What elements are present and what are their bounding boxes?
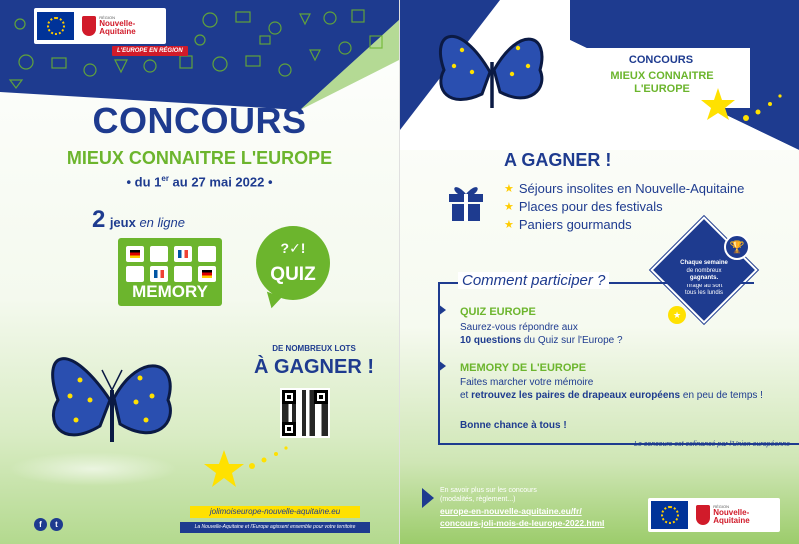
quiz-label: QUIZ: [270, 264, 316, 285]
right-page: [400, 0, 799, 544]
twitter-icon[interactable]: t: [50, 518, 63, 531]
eu-flag-icon: [651, 501, 688, 529]
trophy-icon: 🏆: [724, 234, 750, 260]
region-name: Nouvelle-Aquitaine: [99, 19, 136, 36]
how-to-title: Comment participer ?: [458, 272, 609, 289]
main-title: CONCOURS: [92, 100, 307, 141]
quiz-game-bubble[interactable]: [256, 226, 330, 300]
games-count: 2: [92, 206, 106, 233]
arrow-right-icon: [422, 488, 434, 508]
games-word: jeux: [109, 215, 136, 230]
star-icon: ★: [504, 183, 514, 195]
right-subtitle: MIEUX CONNAITRE L'EUROPE: [610, 70, 714, 95]
memory-label: MEMORY: [132, 282, 208, 301]
games-line: [92, 206, 185, 234]
region-crest-icon: [696, 505, 710, 525]
step1-title: QUIZ EUROPE: [460, 306, 536, 318]
list-item: ★ Paniers gourmands: [504, 217, 632, 232]
eu-flag-icon: [37, 12, 74, 40]
star-icon: ★: [504, 201, 514, 213]
flag-tile-icon: [174, 246, 192, 262]
weekly-badge-text: Chaque semaine de nombreux gagnants. Tirage au sort tous les lundis: [680, 260, 728, 296]
gift-icon: [446, 180, 486, 222]
lots-line: DE NOMBREUX LOTS: [272, 344, 356, 353]
star-trail-icon: [196, 436, 306, 496]
flag-tile-icon: [126, 246, 144, 262]
date-prefix: • du 1: [126, 174, 162, 190]
water-ripple: [8, 452, 178, 486]
region-crest-icon: [82, 16, 96, 36]
games-online: en ligne: [139, 215, 185, 230]
butterfly-icon: [430, 10, 550, 130]
date-sup: er: [161, 174, 169, 183]
list-item: ★ Places pour des festivals: [504, 199, 663, 214]
good-luck: Bonne chance à tous !: [460, 420, 567, 431]
main-subtitle: MIEUX CONNAITRE L'EUROPE: [66, 148, 333, 168]
gagner-heading: À GAGNER !: [254, 356, 374, 378]
region-small-label: RÉGION: [713, 504, 729, 509]
region-logo: [696, 505, 777, 525]
tile-icon: [174, 266, 192, 282]
website-url[interactable]: jolimoiseurope-nouvelle-aquitaine.eu: [190, 506, 360, 518]
flag-tile-icon: [150, 266, 168, 282]
social-links: [34, 518, 63, 531]
region-tag: L'EUROPE EN RÉGION: [112, 46, 188, 56]
step2-title: MEMORY DE L'EUROPE: [460, 362, 587, 374]
step1-text: Saurez-vous répondre aux 10 questions du Quiz sur l'Europe ?: [460, 322, 623, 346]
quiz-marks-icon: ?✓!: [280, 240, 306, 256]
memory-game-card[interactable]: [118, 238, 222, 306]
facebook-icon[interactable]: f: [34, 518, 47, 531]
step2-text: Faites marcher votre mémoire et retrouvez les paires de drapeaux européens en peu de temps !: [460, 377, 763, 401]
flag-tile-icon: [198, 266, 216, 282]
date-line: [0, 174, 399, 189]
region-small-label: RÉGION: [99, 15, 115, 20]
arrow-right-icon: [438, 360, 446, 372]
concours-link[interactable]: europe-en-nouvelle-aquitaine.eu/fr/ concours-joli-mois-de-leurope-2022.html: [440, 506, 605, 528]
tile-icon: [150, 246, 168, 262]
right-logo-box: [648, 498, 780, 532]
region-logo: [82, 16, 163, 36]
qr-code-icon[interactable]: [280, 388, 330, 438]
cofinancing-note: Le concours est cofinancé par l'Union européenne: [634, 441, 790, 448]
more-info-text: En savoir plus sur les concours (modalités, règlement...): [440, 487, 537, 503]
tile-icon: [198, 246, 216, 262]
star-icon: ★: [504, 219, 514, 231]
left-page: [0, 0, 399, 544]
list-item: ★ Séjours insolites en Nouvelle-Aquitaine: [504, 181, 745, 196]
tile-icon: [126, 266, 144, 282]
right-title: CONCOURS: [628, 54, 694, 66]
arrow-right-icon: [438, 304, 446, 316]
tagline: La Nouvelle-Aquitaine et l'Europe agissent ensemble pour votre territoire: [180, 522, 370, 533]
prizes-heading: A GAGNER !: [504, 150, 612, 170]
date-suffix: au 27 mai 2022 •: [168, 174, 273, 190]
star-trail-icon: [700, 82, 796, 132]
medal-icon: ★: [668, 306, 686, 324]
left-logo-box: [34, 8, 166, 44]
region-name: Nouvelle-Aquitaine: [713, 508, 750, 525]
